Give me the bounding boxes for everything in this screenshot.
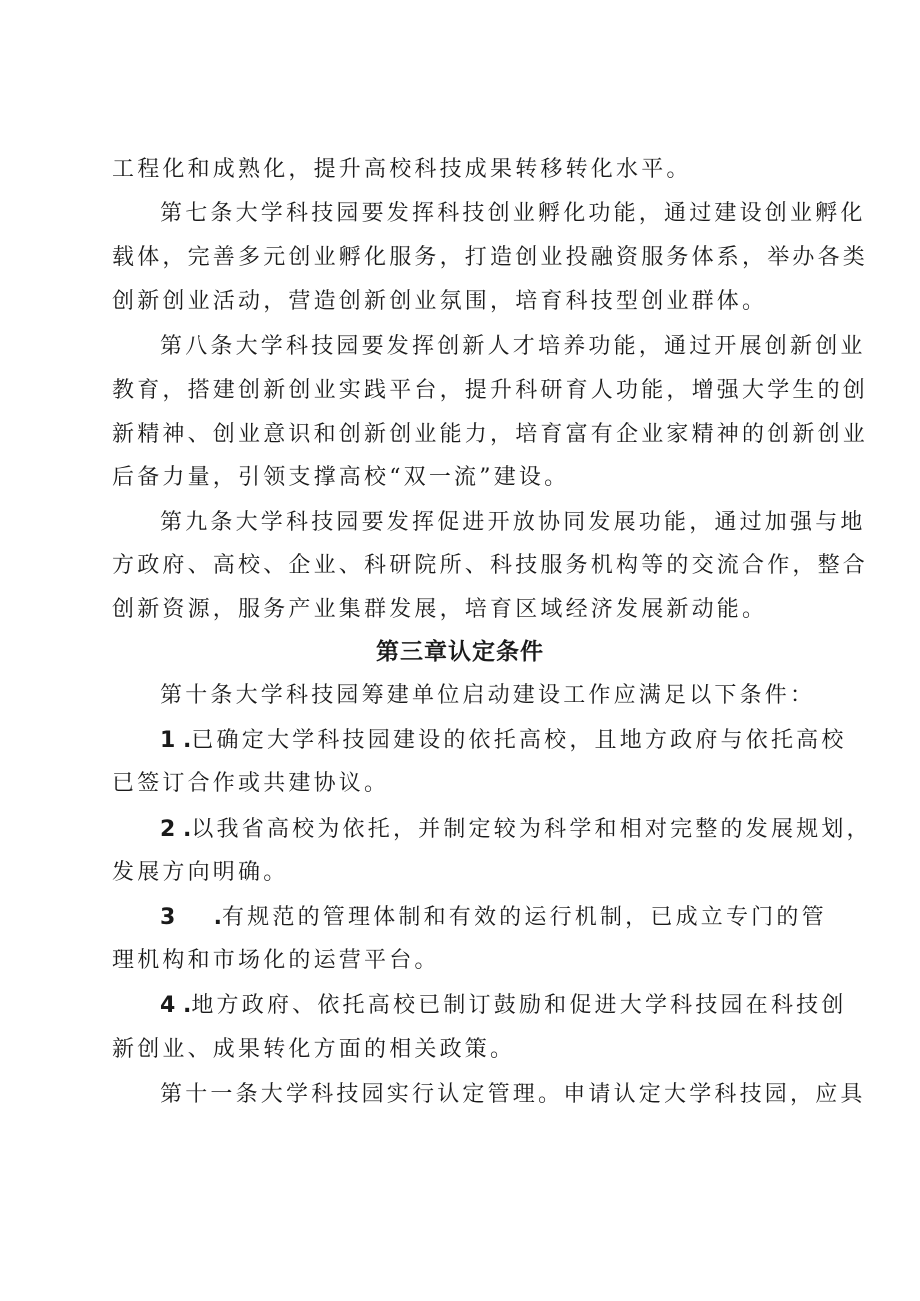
article-11-line: 第十一条大学科技园实行认定管理。申请认定大学科技园，应具: [160, 1082, 866, 1107]
article-7-line: 第七条大学科技园要发挥科技创业孵化功能，通过建设创业孵化: [160, 201, 866, 226]
item-number: 4: [160, 993, 176, 1018]
chapter-heading: 第三章认定条件: [376, 639, 544, 665]
article-10-line: 第十条大学科技园筹建单位启动建设工作应满足以下条件：: [160, 683, 816, 708]
list-item-4: [160, 991, 860, 1021]
text-line: 已签订合作或共建协议。: [112, 771, 390, 796]
text-line: 创新资源，服务产业集群发展，培育区域经济发展新动能。: [112, 597, 768, 622]
article-8-line: 第八条大学科技园要发挥创新人才培养功能，通过开展创新创业: [160, 334, 866, 359]
item-number: 1: [160, 728, 176, 753]
item-dot: .: [175, 817, 192, 842]
list-item-1: [160, 726, 860, 756]
item-text: 有规范的管理体制和有效的运行机制，已成立专门的管: [221, 905, 827, 930]
text-line: 后备力量，引领支撑高校“双一流”建设。: [112, 465, 570, 490]
text-line: 发展方向明确。: [112, 860, 289, 885]
article-9-line: 第九条大学科技园要发挥促进开放协同发展功能，通过加强与地: [160, 510, 866, 535]
text-line: 理机构和市场化的运营平台。: [112, 948, 440, 973]
text-line: 工程化和成熟化，提升高校科技成果转移转化水平。: [112, 157, 692, 182]
text-line: 方政府、高校、企业、科研院所、科技服务机构等的交流合作，整合: [112, 553, 869, 578]
item-dot: .: [175, 993, 192, 1018]
item-text: 地方政府、依托高校已制订鼓励和促进大学科技园在科技创: [191, 993, 847, 1018]
text-line: 新创业、成果转化方面的相关政策。: [112, 1037, 516, 1062]
item-text: 已确定大学科技园建设的依托高校，且地方政府与依托高校: [191, 728, 847, 753]
text-line: 教育，搭建创新创业实践平台，提升科研育人功能，增强大学生的创: [112, 378, 869, 403]
item-text: 以我省高校为依托，并制定较为科学和相对完整的发展规划，: [191, 817, 872, 842]
item-number: 2: [160, 817, 176, 842]
item-dot: .: [175, 905, 222, 930]
list-item-3: [160, 903, 860, 933]
text-line: 载体，完善多元创业孵化服务，打造创业投融资服务体系，举办各类: [112, 245, 869, 270]
text-line: 创新创业活动，营造创新创业氛围，培育科技型创业群体。: [112, 289, 768, 314]
item-dot: .: [175, 728, 192, 753]
list-item-2: [160, 815, 872, 845]
item-number: 3: [160, 905, 176, 930]
text-line: 新精神、创业意识和创新创业能力，培育富有企业家精神的创新创业: [112, 422, 869, 447]
